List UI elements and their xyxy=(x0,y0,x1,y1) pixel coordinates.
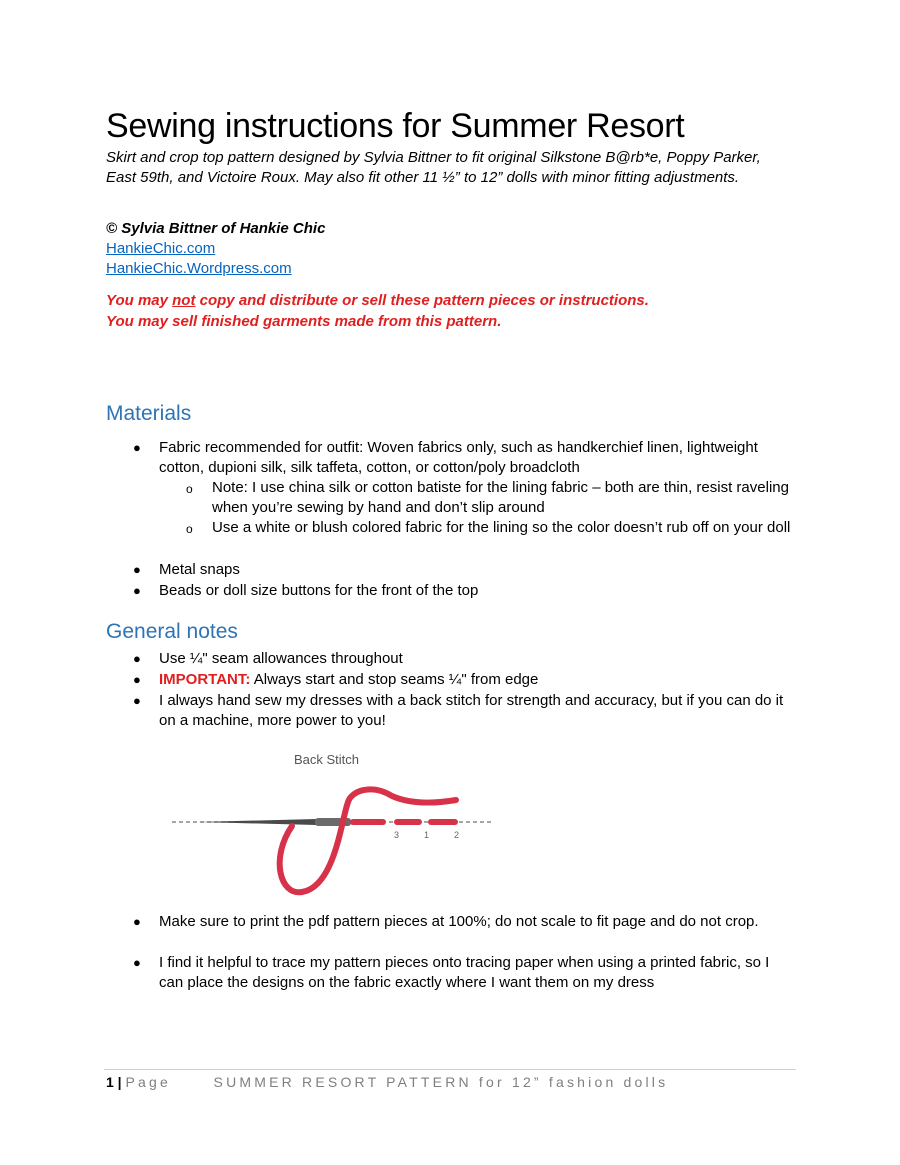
subtitle: Skirt and crop top pattern designed by Sylvia Bittner to fit original Silkstone B@rb*e, Poppy Parker, East 59th, and Victoire Roux. May also fit other 11 ½” to 12” dolls with minor fitting adjustments. xyxy=(106,149,761,186)
list-item: IMPORTANT: Always start and stop seams ¼" from edge xyxy=(159,671,539,688)
sub-bullet-icon: o xyxy=(186,482,193,496)
stitch-mark xyxy=(428,819,458,825)
stitch-mark xyxy=(350,819,386,825)
stitch-mark xyxy=(394,819,422,825)
stitch-number: 2 xyxy=(454,830,460,840)
list-item: Fabric recommended for outfit: Woven fabrics only, such as handkerchief linen, lightweight cotton, dupioni silk, silk taffeta, cotton, or cotton/poly broadcloth xyxy=(159,439,758,476)
list-item: Make sure to print the pdf pattern pieces at 100%; do not scale to fit page and do not crop. xyxy=(159,913,759,930)
needle-icon xyxy=(198,819,316,825)
bullet-icon: ● xyxy=(133,914,141,929)
page-footer: 1 | Page SUMMER RESORT PATTERN for 12” fashion dolls xyxy=(106,1074,669,1090)
page-title: Sewing instructions for Summer Resort xyxy=(106,107,685,145)
stitch-number: 1 xyxy=(424,830,430,840)
list-item: Beads or doll size buttons for the front of the top xyxy=(159,582,479,599)
list-item: Metal snaps xyxy=(159,561,240,578)
bullet-icon: ● xyxy=(133,440,141,455)
list-subitem: Use a white or blush colored fabric for the lining so the color doesn’t rub off on your doll xyxy=(212,519,791,536)
warning-line-2: You may sell finished garments made from this pattern. xyxy=(106,313,502,330)
sub-bullet-icon: o xyxy=(186,522,193,536)
bullet-icon: ● xyxy=(133,562,141,577)
back-stitch-diagram xyxy=(170,748,500,900)
list-item: I find it helpful to trace my pattern pieces onto tracing paper when using a printed fabric, so I can place the designs on the fabric exactly where I want them on my dress xyxy=(159,954,770,991)
list-item: Use ¼" seam allowances throughout xyxy=(159,650,403,667)
copyright: © Sylvia Bittner of Hankie Chic xyxy=(106,220,326,237)
diagram-label: Back Stitch xyxy=(294,752,360,767)
stitch-number: 3 xyxy=(394,830,400,840)
page-word: Page xyxy=(125,1074,171,1090)
list-subitem: Note: I use china silk or cotton batiste for the lining fabric – both are thin, resist raveling when you’re sewing by hand and don’t slip around xyxy=(212,479,789,516)
bullet-icon: ● xyxy=(133,672,141,687)
general-notes-heading: General notes xyxy=(106,620,238,643)
bullet-icon: ● xyxy=(133,693,141,708)
link-hankiechic-wordpress[interactable]: HankieChic.Wordpress.com xyxy=(106,260,292,277)
materials-heading: Materials xyxy=(106,402,192,425)
bullet-icon: ● xyxy=(133,583,141,598)
warning-line-1: You may not copy and distribute or sell these pattern pieces or instructions. xyxy=(106,292,649,309)
page-number: 1 xyxy=(106,1074,114,1090)
list-item: I always hand sew my dresses with a back stitch for strength and accuracy, but if you can do it on a machine, more power to you! xyxy=(159,692,784,729)
link-hankiechic[interactable]: HankieChic.com xyxy=(106,240,216,257)
footer-divider xyxy=(104,1069,796,1070)
important-label: IMPORTANT: xyxy=(159,671,251,688)
thread-loop xyxy=(280,789,456,892)
bullet-icon: ● xyxy=(133,955,141,970)
footer-text: SUMMER RESORT PATTERN for 12” fashion dolls xyxy=(213,1074,669,1090)
bullet-icon: ● xyxy=(133,651,141,666)
